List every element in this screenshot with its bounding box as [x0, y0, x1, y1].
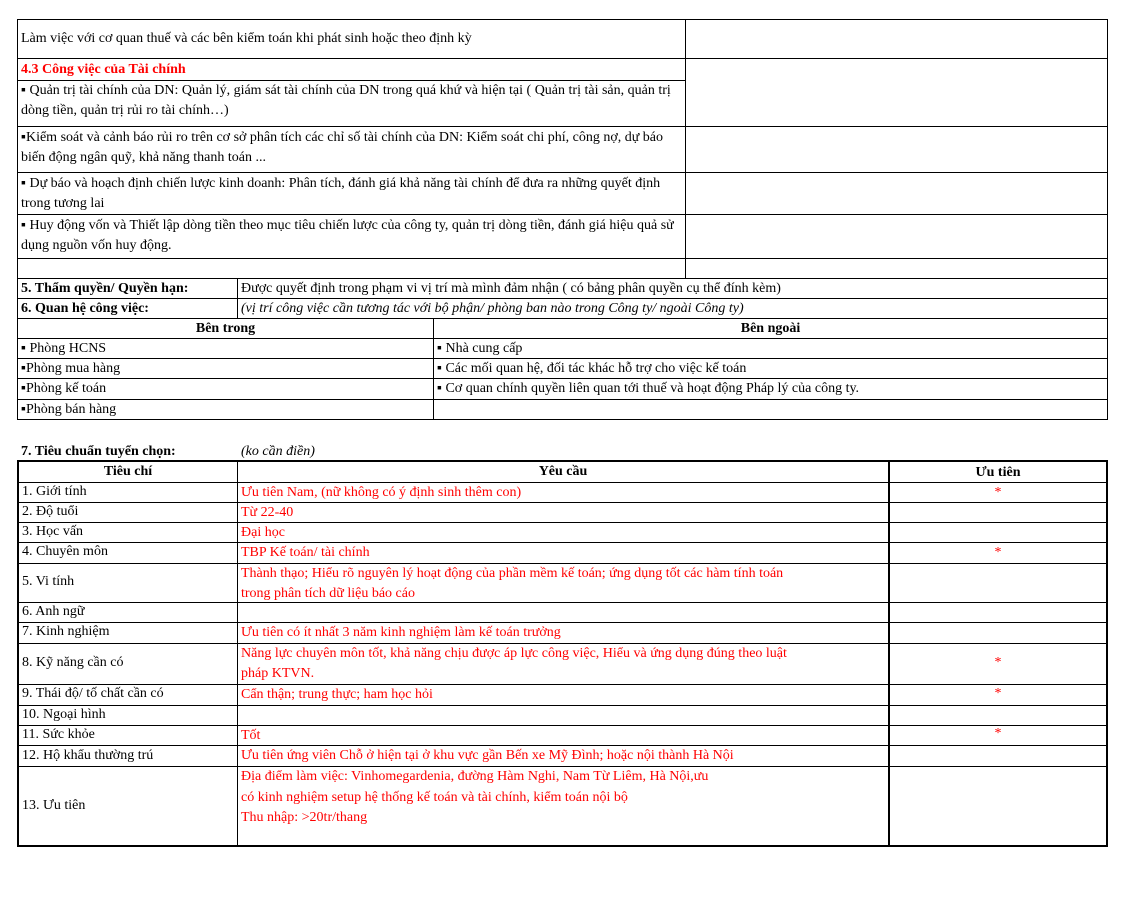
- criterion-name: 1. Giới tính: [22, 484, 87, 499]
- requirement-text: có kinh nghiệm setup hệ thống kế toán và tài chính, kiểm toán nội bộ: [241, 790, 628, 805]
- priority-star: *: [994, 726, 1002, 741]
- criterion-name: 5. Vi tính: [22, 574, 75, 589]
- criterion-name: 9. Thái độ/ tố chất cần có: [22, 686, 164, 701]
- criterion-name: 3. Học vấn: [22, 524, 84, 539]
- relations-label: 6. Quan hệ công việc:: [21, 301, 149, 316]
- criterion-name: 10. Ngoại hình: [22, 707, 106, 722]
- header-priority: Ưu tiên: [975, 465, 1021, 480]
- finance-duty-item: ▪Kiểm soát và cảnh báo rủi ro trên cơ sở phân tích các chỉ số tài chính của DN: Kiểm soát chi phí, công nợ, dự báo biến động ngân quỹ, khả năng thanh toán ...: [21, 130, 664, 165]
- section-heading-finance: 4.3 Công việc của Tài chính: [21, 62, 186, 77]
- requirement-text: Thu nhập: >20tr/thang: [241, 810, 368, 825]
- criteria-note: (ko cần điền): [241, 444, 315, 459]
- inside-item: ▪Phòng mua hàng: [21, 361, 121, 376]
- outside-item: ▪ Các mối quan hệ, đối tác khác hỗ trợ cho việc kế toán: [437, 361, 747, 376]
- requirement-text: Ưu tiên Nam, (nữ không có ý định sinh thêm con): [241, 485, 522, 500]
- requirement-text: Tốt: [241, 728, 261, 743]
- requirement-text: pháp KTVN.: [241, 666, 315, 681]
- requirement-text: Đại học: [241, 525, 285, 540]
- requirement-text: trong phân tích dữ liệu báo cáo: [241, 586, 415, 601]
- outside-item: ▪ Nhà cung cấp: [437, 341, 523, 356]
- outside-header: Bên ngoài: [740, 321, 801, 336]
- outside-item: ▪ Cơ quan chính quyền liên quan tới thuế và hoạt động Pháp lý của công ty.: [437, 381, 860, 396]
- requirement-text: Ưu tiên có ít nhất 3 năm kinh nghiệm làm kế toán trưởng: [241, 625, 561, 640]
- header-requirement: Yêu cầu: [538, 464, 588, 479]
- priority-star: *: [994, 655, 1002, 670]
- relations-value: (vị trí công việc cần tương tác với bộ phận/ phòng ban nào trong Công ty/ ngoài Công ty): [241, 301, 744, 316]
- requirement-text: Cẩn thận; trung thực; ham học hỏi: [241, 687, 433, 702]
- finance-duty-item: ▪ Huy động vốn và Thiết lập dòng tiền theo mục tiêu chiến lược của công ty, quản trị dòng tiền, đánh giá hiệu quả sử dụng nguồn vốn huy động.: [21, 218, 674, 253]
- criterion-name: 12. Hộ khẩu thường trú: [22, 748, 154, 763]
- finance-duty-item: ▪ Dự báo và hoạch định chiến lược kinh doanh: Phân tích, đánh giá khả năng tài chính để đưa ra những quyết định trong tương lai: [21, 176, 661, 211]
- requirement-text: Năng lực chuyên môn tốt, khả năng chịu được áp lực công việc, Hiểu và ứng dụng đúng theo luật: [241, 646, 787, 661]
- tax-audit-row: Làm việc với cơ quan thuế và các bên kiểm toán khi phát sinh hoặc theo định kỳ: [21, 31, 472, 46]
- authority-label: 5. Thẩm quyền/ Quyền hạn:: [21, 281, 189, 296]
- requirement-text: Từ 22-40: [241, 505, 294, 520]
- authority-value: Được quyết định trong phạm vi vị trí mà mình đảm nhận ( có bảng phân quyền cụ thể đính kèm): [241, 281, 781, 296]
- requirement-text: Địa điểm làm việc: Vinhomegardenia, đường Hàm Nghi, Nam Từ Liêm, Hà Nội,ưu: [241, 769, 709, 784]
- criterion-name: 7. Kinh nghiệm: [22, 624, 110, 639]
- inside-item: ▪ Phòng HCNS: [21, 341, 107, 356]
- inside-item: ▪Phòng kế toán: [21, 381, 107, 396]
- requirement-text: TBP Kế toán/ tài chính: [241, 545, 370, 560]
- priority-star: *: [994, 686, 1002, 701]
- criterion-name: 11. Sức khỏe: [22, 727, 95, 742]
- inside-header: Bên trong: [195, 321, 256, 336]
- inside-item: ▪Phòng bán hàng: [21, 402, 117, 417]
- header-criterion: Tiêu chí: [103, 464, 153, 479]
- criterion-name: 8. Kỹ năng cần có: [22, 655, 124, 670]
- criterion-name: 6. Anh ngữ: [22, 604, 85, 619]
- criterion-name: 4. Chuyên môn: [22, 544, 108, 559]
- requirement-text: Ưu tiên ứng viên Chỗ ở hiện tại ở khu vực gần Bến xe Mỹ Đình; hoặc nội thành Hà Nội: [241, 748, 734, 763]
- priority-star: *: [994, 545, 1002, 560]
- finance-duty-item: ▪ Quản trị tài chính của DN: Quản lý, giám sát tài chính của DN trong quá khứ và hiện tại ( Quản trị tài sản, quản trị dòng tiền, quản trị rủi ro tài chính…): [21, 83, 671, 118]
- criterion-name: 2. Độ tuổi: [22, 504, 79, 519]
- requirement-text: Thành thạo; Hiểu rõ nguyên lý hoạt động của phần mềm kế toán; ứng dụng tốt các hàm tính toán: [241, 566, 784, 581]
- criteria-label: 7. Tiêu chuẩn tuyển chọn:: [21, 444, 176, 459]
- criterion-name: 13. Ưu tiên: [22, 798, 86, 813]
- priority-star: *: [994, 485, 1002, 500]
